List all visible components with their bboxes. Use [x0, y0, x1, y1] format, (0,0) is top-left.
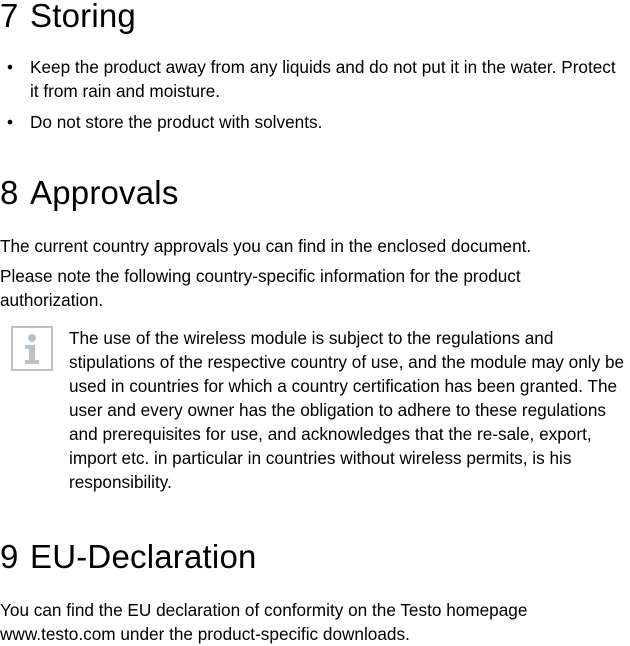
paragraph: Please note the following country-specific information for the product authorization.: [0, 266, 521, 310]
section-heading-storing: [0, 0, 136, 35]
section-number: 8: [0, 174, 19, 211]
paragraph: The current country approvals you can find in the enclosed document.: [0, 236, 532, 256]
bullet-symbol: •: [7, 112, 14, 132]
paragraph: You can find the EU declaration of conformity on the Testo homepage www.testo.com under the product-specific downloads.: [0, 600, 528, 644]
bullet-symbol: •: [7, 57, 14, 77]
section-title: Approvals: [30, 174, 179, 211]
section-title: EU-Declaration: [30, 538, 257, 575]
section-heading-eu-declaration: [0, 538, 257, 576]
section-number: 7: [0, 0, 19, 34]
bullet-text: Keep the product away from any liquids and do not put it in the water. Protect it from rain and moisture.: [30, 57, 616, 101]
section-title: Storing: [30, 0, 136, 34]
info-icon: [11, 326, 53, 371]
info-note-text: The use of the wireless module is subject to the regulations and stipulations of the respective country of use, and the module may only be used in countries for which a country certification has been granted. The user and every owner has the obligation to adhere to these regulations and prerequisites for use, and acknowledges that the re-sale, export, import etc. in particular in countries without wireless permits, is his responsibility.: [69, 328, 625, 492]
section-heading-approvals: [0, 174, 179, 212]
section-number: 9: [0, 538, 19, 575]
bullet-text: Do not store the product with solvents.: [30, 112, 323, 132]
